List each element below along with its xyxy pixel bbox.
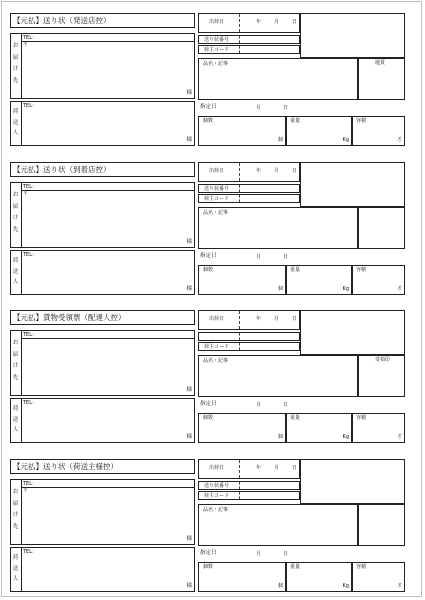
pieces-label: 個数 xyxy=(203,267,214,273)
shipper-code-box[interactable] xyxy=(198,342,300,351)
shipper-box[interactable] xyxy=(10,101,195,146)
delivery-month-label: 月 xyxy=(256,402,262,408)
postal-mark: 〒 xyxy=(23,42,29,48)
shipper-code-label: 荷主コード xyxy=(204,47,230,53)
shipping-date-box[interactable] xyxy=(198,13,300,33)
pieces-box[interactable] xyxy=(198,116,286,146)
year-label: 年 xyxy=(256,465,262,471)
top-right-box[interactable] xyxy=(300,13,405,58)
consignee-box[interactable] xyxy=(10,182,195,248)
postal-mark: 〒 xyxy=(23,191,29,197)
consignee-honorific: 様 xyxy=(186,89,192,96)
delivery-month-label: 月 xyxy=(256,551,262,557)
volume-box[interactable] xyxy=(352,562,405,592)
volume-box[interactable] xyxy=(352,116,405,146)
volume-unit: 才 xyxy=(396,137,402,143)
fee-box[interactable] xyxy=(358,58,405,100)
day-label: 日 xyxy=(292,316,298,322)
waybill-slip-1 xyxy=(10,13,405,151)
waybill-slip-2 xyxy=(10,162,405,300)
shipper-vertical-label: 荷 送 人 xyxy=(12,406,19,433)
slip-title-box xyxy=(10,13,195,28)
item-description-box[interactable] xyxy=(198,207,358,249)
delivery-day-label: 日 xyxy=(283,105,289,111)
item-description-box[interactable] xyxy=(198,504,358,546)
slip-title: 【元払】送り状（発送店控） xyxy=(13,16,111,25)
consignee-tel-label: TEL： xyxy=(23,35,37,41)
tracking-number-box[interactable] xyxy=(198,481,300,490)
item-description-label: 品名・記事 xyxy=(203,358,229,364)
day-label: 日 xyxy=(292,19,298,25)
tracking-number-label: 送り状番号 xyxy=(204,483,230,489)
tracking-number-box[interactable] xyxy=(198,35,300,44)
year-label: 年 xyxy=(256,19,262,25)
consignee-honorific: 様 xyxy=(186,386,192,393)
top-right-box[interactable] xyxy=(300,162,405,207)
pieces-label: 個数 xyxy=(203,118,214,124)
waybill-slip-4 xyxy=(10,459,405,597)
shipping-date-label: 出荷日 xyxy=(209,465,225,471)
volume-unit: 才 xyxy=(396,434,402,440)
shipper-tel-label: TEL： xyxy=(23,549,37,555)
year-label: 年 xyxy=(256,168,262,174)
shipper-tel-label: TEL： xyxy=(23,252,37,258)
shipper-tel-label: TEL： xyxy=(23,103,37,109)
tracking-number-label: 送り状番号 xyxy=(204,37,230,43)
shipper-box[interactable] xyxy=(10,547,195,592)
slip-title-box xyxy=(10,162,195,177)
top-right-box[interactable] xyxy=(300,459,405,504)
month-label: 月 xyxy=(274,168,280,174)
volume-label: 容積 xyxy=(356,415,367,421)
fee-box[interactable] xyxy=(358,504,405,546)
delivery-date-label: 指定日 xyxy=(200,401,217,407)
consignee-vertical-label: お 届 け 先 xyxy=(12,489,19,530)
weight-label: 重量 xyxy=(290,415,301,421)
delivery-date-label: 指定日 xyxy=(200,104,217,110)
consignee-box[interactable] xyxy=(10,479,195,545)
weight-box[interactable] xyxy=(286,413,352,443)
month-label: 月 xyxy=(274,316,280,322)
tracking-number-label: 送り状番号 xyxy=(204,186,230,192)
shipper-code-box[interactable] xyxy=(198,491,300,500)
waybill-slip-3 xyxy=(10,310,405,448)
shipper-tel-label: TEL： xyxy=(23,400,37,406)
consignee-vertical-label: お 届 け 先 xyxy=(12,192,19,233)
shipper-vertical-label: 荷 送 人 xyxy=(12,258,19,285)
shipper-honorific: 様 xyxy=(186,136,192,143)
slip-title-box xyxy=(10,310,195,325)
shipping-date-box[interactable] xyxy=(198,459,300,479)
tracking-number-box[interactable] xyxy=(198,332,300,341)
fee-box[interactable] xyxy=(358,355,405,397)
delivery-day-label: 日 xyxy=(283,551,289,557)
item-description-box[interactable] xyxy=(198,355,358,397)
postal-mark: 〒 xyxy=(23,488,29,494)
pieces-box[interactable] xyxy=(198,413,286,443)
day-label: 日 xyxy=(292,168,298,174)
item-description-label: 品名・記事 xyxy=(203,507,229,513)
pieces-box[interactable] xyxy=(198,562,286,592)
delivery-date-label: 指定日 xyxy=(200,550,217,556)
volume-label: 容積 xyxy=(356,267,367,273)
shipper-box[interactable] xyxy=(10,250,195,295)
volume-unit: 才 xyxy=(396,286,402,292)
tracking-number-box[interactable] xyxy=(198,184,300,193)
consignee-vertical-label: お 届 け 先 xyxy=(12,340,19,381)
item-description-label: 品名・記事 xyxy=(203,210,229,216)
weight-unit: Kg xyxy=(342,434,349,440)
weight-label: 重量 xyxy=(290,564,301,570)
fee-label: 受領印 xyxy=(375,357,391,363)
pieces-label: 個数 xyxy=(203,415,214,421)
shipper-code-label: 荷主コード xyxy=(204,344,230,350)
pieces-label: 個数 xyxy=(203,564,214,570)
shipping-date-label: 出荷日 xyxy=(209,316,225,322)
consignee-tel-label: TEL： xyxy=(23,184,37,190)
item-description-label: 品名・記事 xyxy=(203,61,229,67)
weight-label: 重量 xyxy=(290,118,301,124)
consignee-tel-label: TEL： xyxy=(23,332,37,338)
day-label: 日 xyxy=(292,465,298,471)
consignee-honorific: 様 xyxy=(186,535,192,542)
weight-unit: Kg xyxy=(342,137,349,143)
consignee-box[interactable] xyxy=(10,330,195,396)
slip-title: 【元払】送り状（荷送主様控） xyxy=(13,462,118,471)
month-label: 月 xyxy=(274,465,280,471)
pieces-box[interactable] xyxy=(198,265,286,295)
item-description-box[interactable] xyxy=(198,58,358,100)
shipper-honorific: 様 xyxy=(186,582,192,589)
delivery-date-label: 指定日 xyxy=(200,253,217,259)
weight-box[interactable] xyxy=(286,116,352,146)
shipper-code-box[interactable] xyxy=(198,45,300,54)
volume-unit: 才 xyxy=(396,583,402,589)
pieces-unit: 個 xyxy=(277,137,283,143)
pieces-unit: 個 xyxy=(277,434,283,440)
consignee-box[interactable] xyxy=(10,33,195,99)
consignee-honorific: 様 xyxy=(186,238,192,245)
volume-box[interactable] xyxy=(352,413,405,443)
shipper-code-label: 荷主コード xyxy=(204,493,230,499)
volume-label: 容積 xyxy=(356,118,367,124)
top-right-box[interactable] xyxy=(300,310,405,355)
shipper-vertical-label: 荷 送 人 xyxy=(12,109,19,136)
shipper-vertical-label: 荷 送 人 xyxy=(12,555,19,582)
delivery-month-label: 月 xyxy=(256,254,262,260)
shipper-honorific: 様 xyxy=(186,433,192,440)
weight-unit: Kg xyxy=(342,286,349,292)
weight-box[interactable] xyxy=(286,562,352,592)
pieces-unit: 個 xyxy=(277,286,283,292)
delivery-day-label: 日 xyxy=(283,254,289,260)
shipper-code-box[interactable] xyxy=(198,194,300,203)
slip-title: 【元払】貨物受領票（配達人控） xyxy=(13,313,126,322)
shipping-date-label: 出荷日 xyxy=(209,19,225,25)
shipper-honorific: 様 xyxy=(186,285,192,292)
pieces-unit: 個 xyxy=(277,583,283,589)
shipping-date-box[interactable] xyxy=(198,162,300,182)
weight-unit: Kg xyxy=(342,583,349,589)
year-label: 年 xyxy=(256,316,262,322)
weight-label: 重量 xyxy=(290,267,301,273)
delivery-month-label: 月 xyxy=(256,105,262,111)
weight-box[interactable] xyxy=(286,265,352,295)
shipper-code-label: 荷主コード xyxy=(204,196,230,202)
shipping-date-box[interactable] xyxy=(198,310,300,330)
volume-box[interactable] xyxy=(352,265,405,295)
shipping-date-label: 出荷日 xyxy=(209,168,225,174)
consignee-tel-label: TEL： xyxy=(23,481,37,487)
fee-box[interactable] xyxy=(358,207,405,249)
month-label: 月 xyxy=(274,19,280,25)
volume-label: 容積 xyxy=(356,564,367,570)
delivery-day-label: 日 xyxy=(283,402,289,408)
slip-title: 【元払】送り状（到着店控） xyxy=(13,165,111,174)
shipper-box[interactable] xyxy=(10,398,195,443)
slip-title-box xyxy=(10,459,195,474)
fee-label: 運賃 xyxy=(375,60,386,66)
consignee-vertical-label: お 届 け 先 xyxy=(12,43,19,84)
